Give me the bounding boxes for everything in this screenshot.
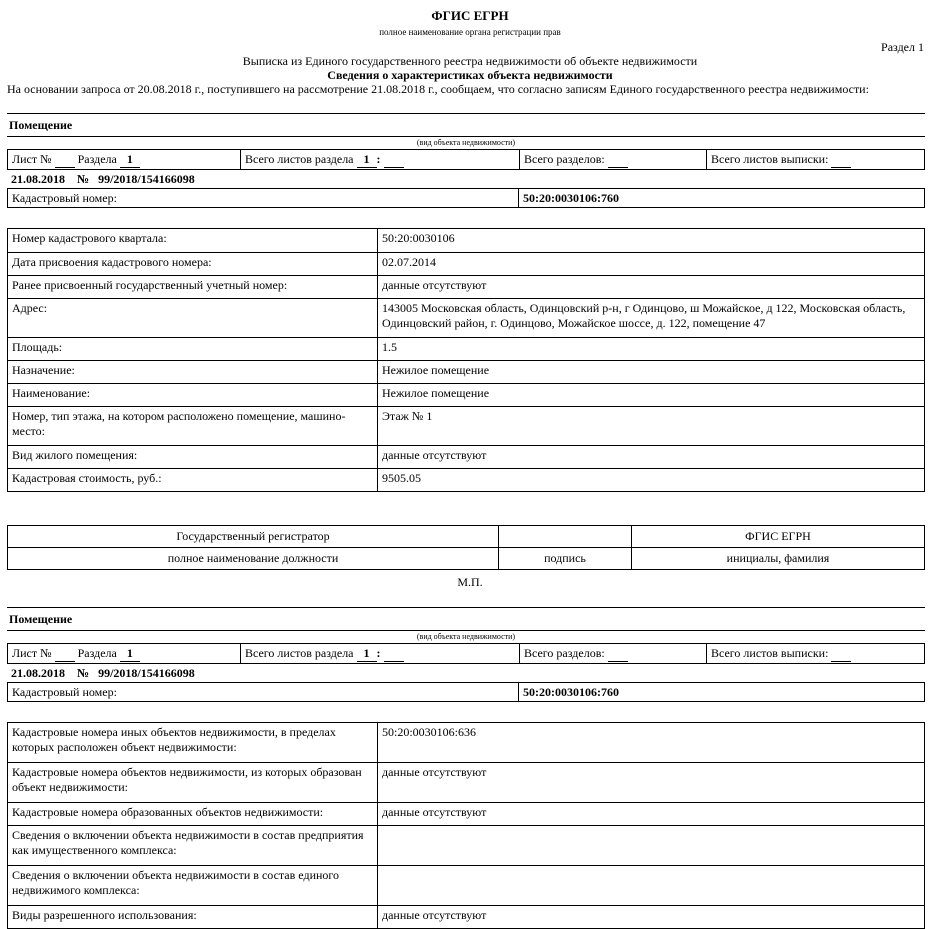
- row-label: Ранее присвоенный государственный учетный номер:: [8, 276, 378, 299]
- total-sheets-label: Всего листов раздела: [245, 151, 354, 166]
- cadastral-number-table: [7, 188, 925, 208]
- table-row: [8, 384, 925, 407]
- table-row: [8, 276, 925, 299]
- section-label: Раздел 1: [881, 40, 924, 54]
- cadastral-value: 50:20:0030106:760: [519, 683, 925, 702]
- table-row: [8, 826, 925, 866]
- object-caption: (вид объекта недвижимости): [7, 136, 925, 149]
- row-label: Номер кадастрового квартала:: [8, 229, 378, 253]
- row-label: Кадастровые номера иных объектов недвижимости, в пределах которых расположен объект недвижимости:: [8, 723, 378, 763]
- row-label: Вид жилого помещения:: [8, 446, 378, 469]
- sheet-info-table: Лист № Раздела 1 Всего листов раздела 1 : Всего разделов: Всего листов выписки:: [7, 643, 925, 664]
- row-value: 02.07.2014: [378, 253, 925, 276]
- table-row: [8, 299, 925, 338]
- row-value: 50:20:0030106:636: [378, 723, 925, 763]
- registrar-position: Государственный регистратор: [8, 526, 499, 548]
- row-value: [378, 866, 925, 906]
- record-line: [7, 170, 925, 188]
- row-label: Площадь:: [8, 338, 378, 361]
- signature-cell: [499, 526, 632, 548]
- object-block-2: [7, 607, 925, 702]
- table-row: [8, 763, 925, 803]
- total-sections-label: Всего разделов:: [524, 645, 605, 660]
- object-caption: (вид объекта недвижимости): [7, 630, 925, 643]
- row-label: Кадастровые номера образованных объектов недвижимости:: [8, 803, 378, 826]
- sheet-no-label: Лист №: [12, 151, 52, 166]
- total-sheets-no: 1: [357, 152, 377, 168]
- row-label: Кадастровая стоимость, руб.:: [8, 469, 378, 492]
- table-row: [8, 446, 925, 469]
- record-number: 99/2018/154166098: [98, 172, 195, 186]
- cadastral-number-table: [7, 682, 925, 702]
- row-value: Нежилое помещение: [378, 361, 925, 384]
- row-label: Кадастровые номера объектов недвижимости, из которых образован объект недвижимости:: [8, 763, 378, 803]
- stamp-placeholder: М.П.: [457, 575, 483, 589]
- cadastral-label: Кадастровый номер:: [8, 189, 519, 208]
- table-row: [8, 407, 925, 446]
- row-label: Наименование:: [8, 384, 378, 407]
- org-caption: полное наименование органа регистрации прав: [379, 27, 561, 37]
- object-block-1: [7, 113, 925, 208]
- row-value: 9505.05: [378, 469, 925, 492]
- signature-table: [7, 525, 925, 570]
- table-row: [8, 906, 925, 929]
- extract-subtitle: Сведения о характеристиках объекта недвижимости: [327, 68, 613, 82]
- row-value: Этаж № 1: [378, 407, 925, 446]
- row-value: [378, 826, 925, 866]
- object-type: Помещение: [7, 113, 925, 136]
- row-value: 1.5: [378, 338, 925, 361]
- table-row: [8, 338, 925, 361]
- record-line: [7, 664, 925, 682]
- record-date: 21.08.2018: [11, 666, 65, 680]
- row-value: данные отсутствуют: [378, 803, 925, 826]
- row-label: Назначение:: [8, 361, 378, 384]
- number-sign: №: [77, 172, 90, 186]
- total-sections-label: Всего разделов:: [524, 151, 605, 166]
- sheet-no-label: Лист №: [12, 645, 52, 660]
- table-row: [8, 866, 925, 906]
- basis-text: На основании запроса от 20.08.2018 г., поступившего на рассмотрение 21.08.2018 г., сообщаем, что согласно записям Единого государственного реестра недвижимости:: [7, 82, 869, 96]
- row-value: 143005 Московская область, Одинцовский р-н, г Одинцово, ш Можайское, д 122, Московская область, Одинцовский район, г. Одинцово, Можайское шоссе, д. 122, помещение 47: [378, 299, 925, 338]
- characteristics-table-1: [7, 228, 925, 492]
- row-value: данные отсутствуют: [378, 446, 925, 469]
- row-label: Дата присвоения кадастрового номера:: [8, 253, 378, 276]
- table-row: [8, 469, 925, 492]
- extract-title: Выписка из Единого государственного реестра недвижимости об объекте недвижимости: [242, 54, 698, 68]
- sheet-info-table: Лист № Раздела 1 Всего листов раздела 1 : Всего разделов: Всего листов выписки:: [7, 149, 925, 170]
- table-row: [8, 361, 925, 384]
- table-row: [8, 229, 925, 253]
- row-value: Нежилое помещение: [378, 384, 925, 407]
- record-number: 99/2018/154166098: [98, 666, 195, 680]
- row-label: Сведения о включении объекта недвижимости в состав предприятия как имущественного комплекса:: [8, 826, 378, 866]
- number-sign: №: [77, 666, 90, 680]
- section-word: Раздела: [77, 645, 117, 660]
- total-extract-sheets-label: Всего листов выписки:: [711, 151, 829, 166]
- row-label: Адрес:: [8, 299, 378, 338]
- section-no: 1: [120, 646, 140, 662]
- position-caption: полное наименование должности: [8, 548, 499, 570]
- characteristics-table-2: [7, 722, 925, 929]
- section-word: Раздела: [77, 151, 117, 166]
- table-row: [8, 803, 925, 826]
- section-no: 1: [120, 152, 140, 168]
- cadastral-label: Кадастровый номер:: [8, 683, 519, 702]
- cadastral-value: 50:20:0030106:760: [519, 189, 925, 208]
- row-value: данные отсутствуют: [378, 276, 925, 299]
- org-title: ФГИС ЕГРН: [431, 8, 509, 23]
- object-type: Помещение: [7, 607, 925, 630]
- table-row: [8, 723, 925, 763]
- row-label: Номер, тип этажа, на котором расположено помещение, машино-место:: [8, 407, 378, 446]
- registrar-org: ФГИС ЕГРН: [632, 526, 925, 548]
- total-sheets-label: Всего листов раздела: [245, 645, 354, 660]
- row-value: данные отсутствуют: [378, 906, 925, 929]
- table-row: [8, 253, 925, 276]
- record-date: 21.08.2018: [11, 172, 65, 186]
- total-extract-sheets-label: Всего листов выписки:: [711, 645, 829, 660]
- row-value: 50:20:0030106: [378, 229, 925, 253]
- name-caption: инициалы, фамилия: [632, 548, 925, 570]
- total-sheets-no: 1: [357, 646, 377, 662]
- sign-caption: подпись: [499, 548, 632, 570]
- row-value: данные отсутствуют: [378, 763, 925, 803]
- row-label: Виды разрешенного использования:: [8, 906, 378, 929]
- row-label: Сведения о включении объекта недвижимости в состав единого недвижимого комплекса:: [8, 866, 378, 906]
